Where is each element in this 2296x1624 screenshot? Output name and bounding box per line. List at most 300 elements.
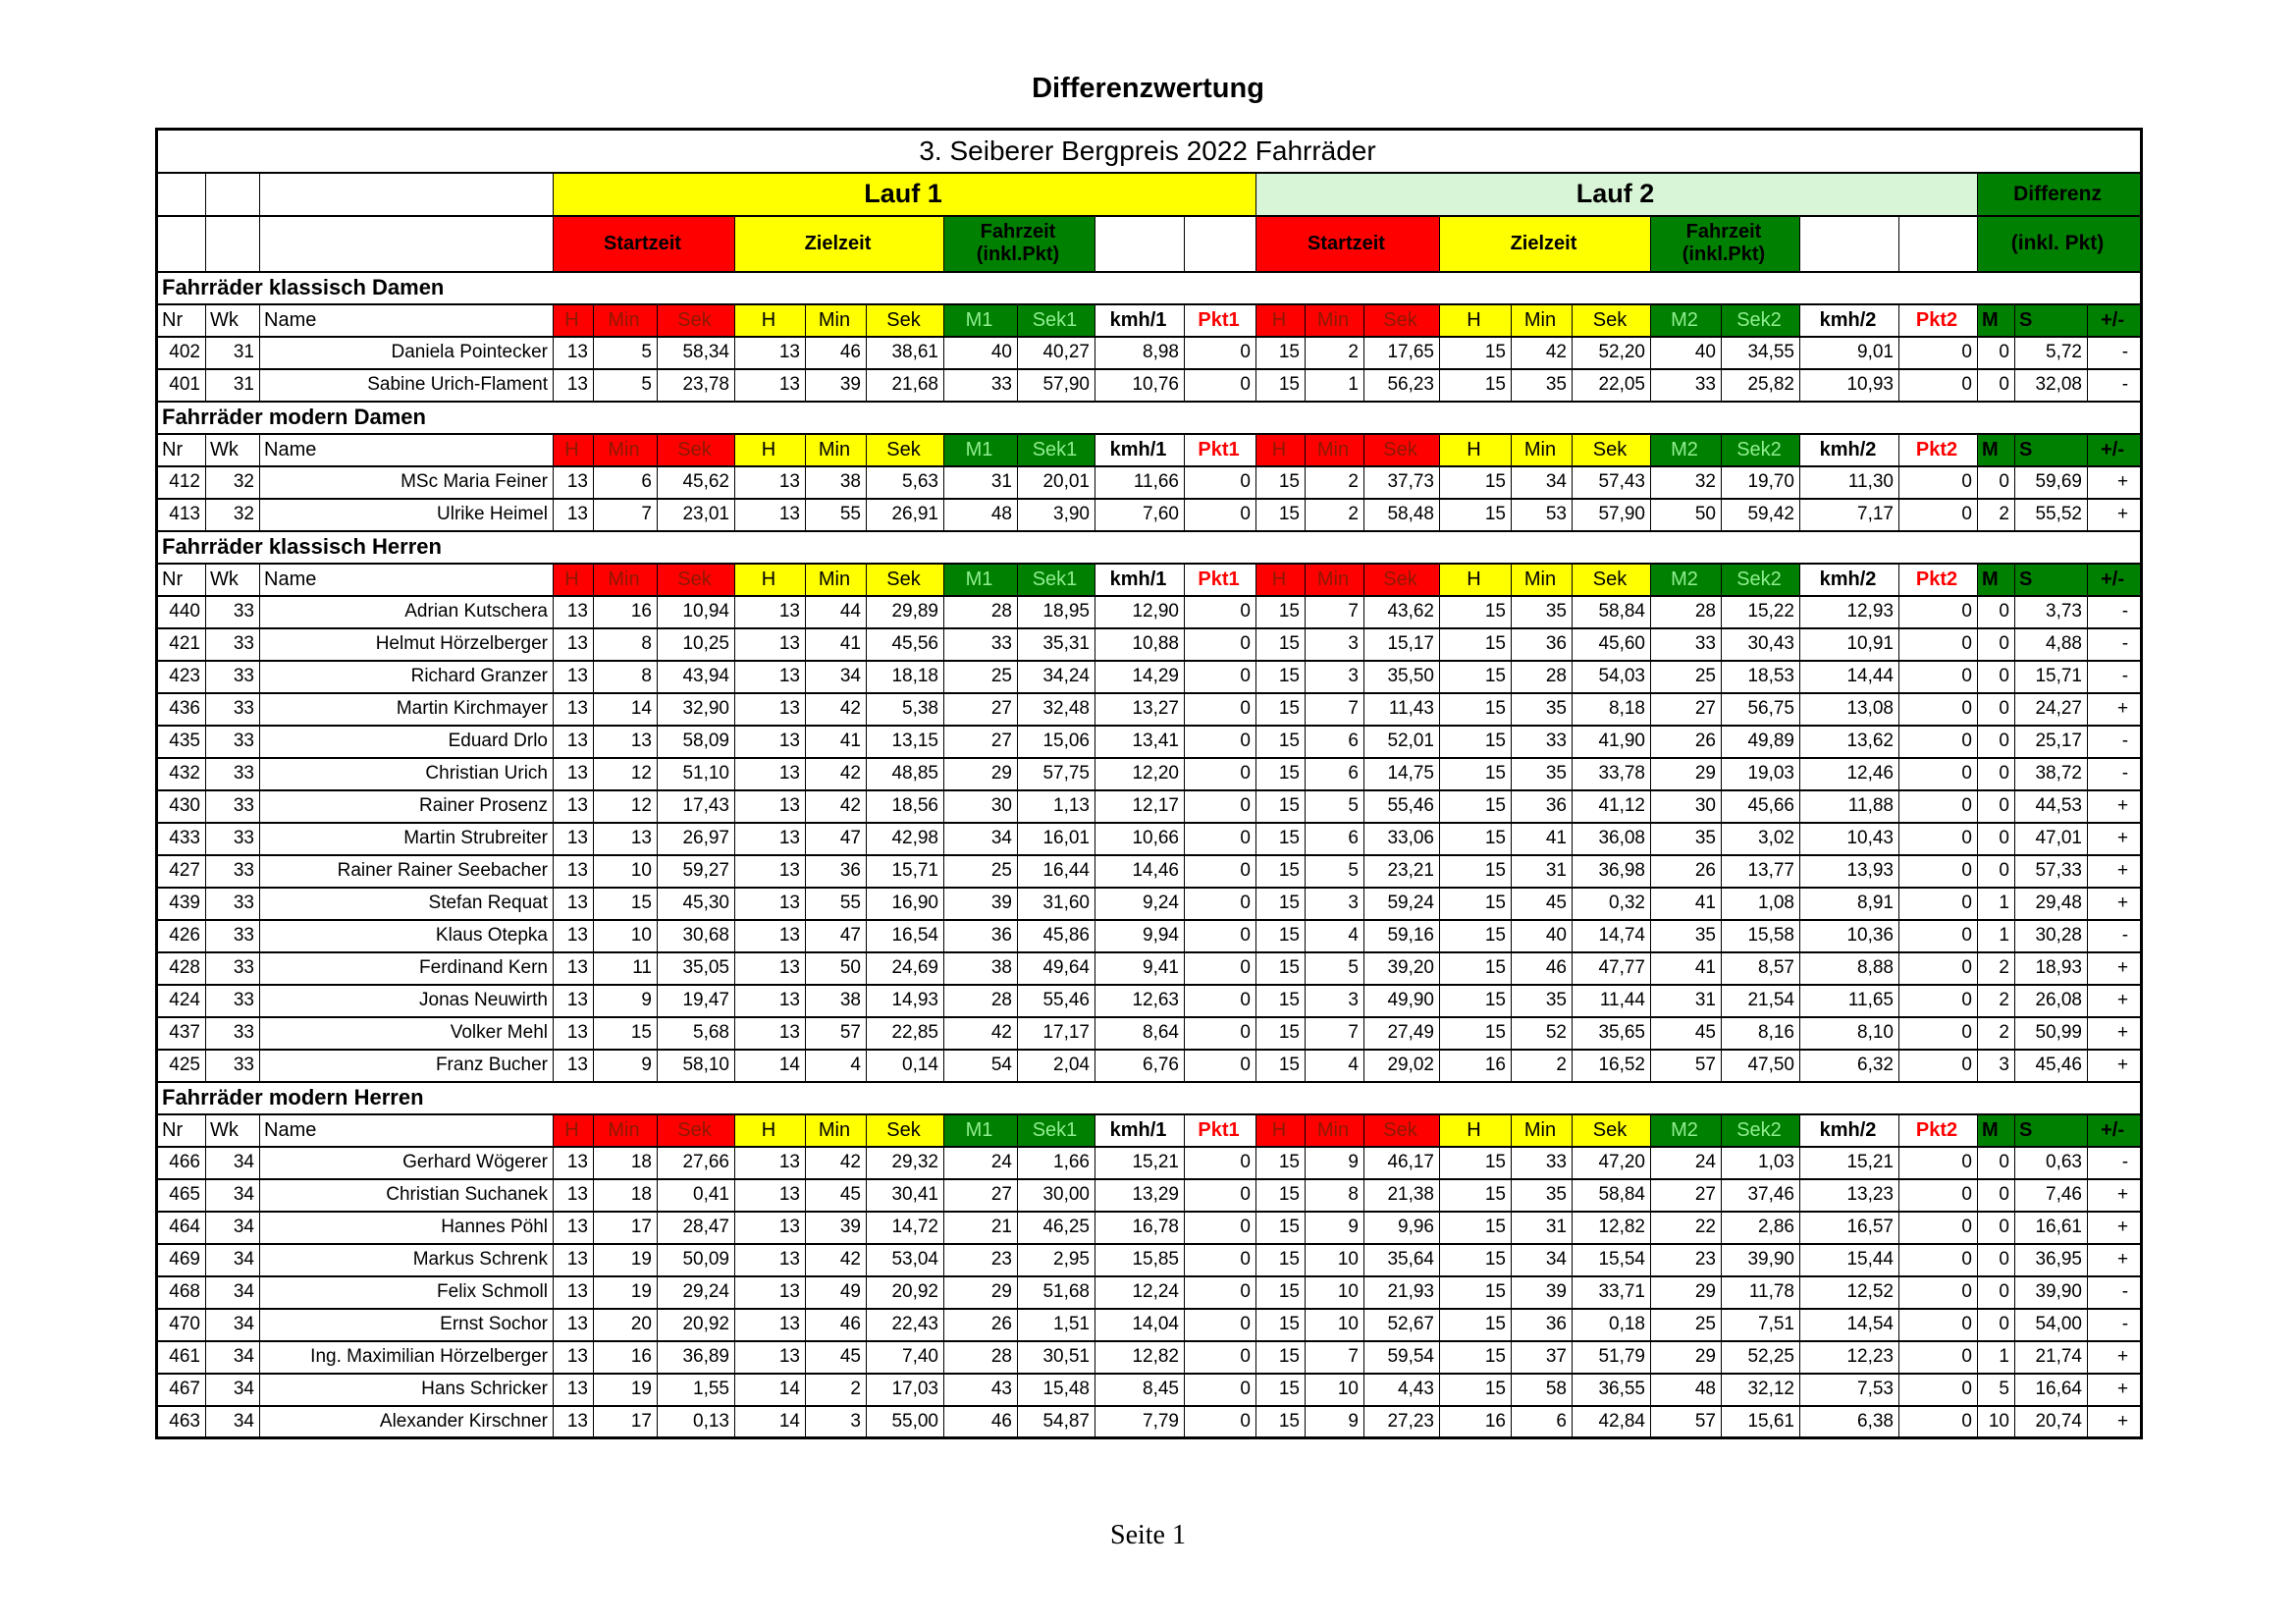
cell-diff-sign: + (2088, 1341, 2142, 1374)
col-header-l1-fahrzeit-sek: Sek1 (1018, 1114, 1095, 1147)
col-header-l1-pkt: Pkt1 (1185, 1114, 1256, 1147)
col-header-l2-pkt: Pkt2 (1899, 1114, 1978, 1147)
cell-l1-ziel-h: 14 (735, 1050, 806, 1082)
cell-wk: 33 (206, 758, 260, 790)
cell-l1-ziel-sek: 13,15 (867, 726, 944, 758)
cell-l2-ziel-sek: 42,84 (1573, 1406, 1651, 1438)
cell-l2-fahrzeit-sek: 45,66 (1722, 790, 1800, 823)
cell-l1-kmh: 12,82 (1095, 1341, 1185, 1374)
cell-l1-ziel-sek: 48,85 (867, 758, 944, 790)
cell-nr: 427 (157, 855, 206, 888)
cell-l1-ziel-h: 13 (735, 693, 806, 726)
cell-wk: 32 (206, 466, 260, 499)
cell-l1-pkt: 0 (1185, 1212, 1256, 1244)
cell-l2-ziel-h: 15 (1440, 499, 1512, 531)
cell-l1-ziel-h: 13 (735, 855, 806, 888)
cell-l2-start-sek: 17,65 (1364, 337, 1440, 369)
cell-diff-sign: + (2088, 823, 2142, 855)
cell-l2-ziel-h: 15 (1440, 920, 1512, 952)
cell-l1-fahrzeit-m: 33 (944, 369, 1018, 402)
cell-l2-fahrzeit-m: 45 (1651, 1017, 1722, 1050)
cell-l2-ziel-h: 15 (1440, 1212, 1512, 1244)
cell-l2-kmh: 13,62 (1800, 726, 1899, 758)
cell-l2-ziel-h: 15 (1440, 888, 1512, 920)
cell-l1-ziel-min: 42 (806, 693, 867, 726)
cell-wk: 33 (206, 1050, 260, 1082)
cell-diff-sign: + (2088, 1244, 2142, 1276)
cell-diff-s: 47,01 (2015, 823, 2088, 855)
cell-l1-start-min: 15 (594, 888, 658, 920)
cell-l2-fahrzeit-m: 29 (1651, 758, 1722, 790)
cell-l1-kmh: 12,20 (1095, 758, 1185, 790)
cell-l1-kmh: 8,64 (1095, 1017, 1185, 1050)
cell-l1-start-h: 13 (554, 466, 594, 499)
col-header-l2-ziel-sek: Sek (1573, 434, 1651, 466)
cell-l2-ziel-min: 46 (1512, 952, 1573, 985)
cell-l1-ziel-min: 47 (806, 823, 867, 855)
cell-l2-fahrzeit-m: 25 (1651, 661, 1722, 693)
cell-diff-m: 1 (1978, 888, 2015, 920)
cell-l2-start-min: 5 (1306, 952, 1364, 985)
cell-diff-s: 15,71 (2015, 661, 2088, 693)
col-header-l2-ziel-h: H (1440, 304, 1512, 337)
cell-l1-fahrzeit-sek: 3,90 (1018, 499, 1095, 531)
cell-wk: 34 (206, 1212, 260, 1244)
col-header-l2-fahrzeit-sek: Sek2 (1722, 304, 1800, 337)
l2-spacer-kmh (1800, 216, 1899, 272)
cell-l1-pkt: 0 (1185, 726, 1256, 758)
cell-l1-ziel-min: 55 (806, 499, 867, 531)
cell-l1-ziel-sek: 22,85 (867, 1017, 944, 1050)
cell-l2-start-h: 15 (1256, 1244, 1306, 1276)
cell-l2-kmh: 10,93 (1800, 369, 1899, 402)
cell-l2-fahrzeit-m: 26 (1651, 726, 1722, 758)
cell-diff-sign: - (2088, 596, 2142, 628)
cell-l2-fahrzeit-sek: 1,08 (1722, 888, 1800, 920)
cell-l1-ziel-min: 49 (806, 1276, 867, 1309)
col-header-l2-kmh: kmh/2 (1800, 1114, 1899, 1147)
col-header-l2-start-min: Min (1306, 434, 1364, 466)
cell-l1-start-sek: 30,68 (658, 920, 735, 952)
cell-l2-start-h: 15 (1256, 726, 1306, 758)
cell-nr: 435 (157, 726, 206, 758)
col-header-diff-m: M (1978, 564, 2015, 596)
cell-diff-m: 0 (1978, 369, 2015, 402)
cell-l1-start-sek: 51,10 (658, 758, 735, 790)
cell-l2-start-sek: 52,01 (1364, 726, 1440, 758)
cell-diff-m: 2 (1978, 985, 2015, 1017)
cell-l1-kmh: 9,94 (1095, 920, 1185, 952)
col-header-l1-ziel-h: H (735, 1114, 806, 1147)
cell-name: Felix Schmoll (260, 1276, 554, 1309)
cell-l1-ziel-min: 45 (806, 1341, 867, 1374)
cell-l2-fahrzeit-sek: 18,53 (1722, 661, 1800, 693)
cell-l2-pkt: 0 (1899, 985, 1978, 1017)
cell-l2-ziel-min: 58 (1512, 1374, 1573, 1406)
cell-l2-start-sek: 4,43 (1364, 1374, 1440, 1406)
col-header-l2-kmh: kmh/2 (1800, 434, 1899, 466)
cell-l1-ziel-h: 13 (735, 1017, 806, 1050)
cell-wk: 33 (206, 661, 260, 693)
page-title: Differenzwertung (1032, 73, 1264, 104)
cell-l1-ziel-sek: 15,71 (867, 855, 944, 888)
cell-diff-sign: + (2088, 1374, 2142, 1406)
cell-l2-fahrzeit-m: 26 (1651, 855, 1722, 888)
cell-l1-start-min: 8 (594, 661, 658, 693)
cell-diff-m: 0 (1978, 758, 2015, 790)
cell-l1-fahrzeit-sek: 16,44 (1018, 855, 1095, 888)
cell-l1-pkt: 0 (1185, 1017, 1256, 1050)
cell-nr: 439 (157, 888, 206, 920)
cell-l2-fahrzeit-sek: 25,82 (1722, 369, 1800, 402)
cell-wk: 33 (206, 888, 260, 920)
cell-l2-start-min: 2 (1306, 466, 1364, 499)
cell-l1-start-min: 12 (594, 790, 658, 823)
cell-l2-ziel-h: 15 (1440, 1179, 1512, 1212)
cell-l1-start-h: 13 (554, 758, 594, 790)
cell-l2-start-min: 9 (1306, 1406, 1364, 1438)
col-header-l2-pkt: Pkt2 (1899, 434, 1978, 466)
col-header-l2-kmh: kmh/2 (1800, 304, 1899, 337)
cell-l2-pkt: 0 (1899, 855, 1978, 888)
cell-diff-m: 1 (1978, 1341, 2015, 1374)
cell-l1-ziel-min: 36 (806, 855, 867, 888)
cell-l1-ziel-min: 4 (806, 1050, 867, 1082)
fahrzeit-line2: (inkl.Pkt) (1682, 244, 1766, 265)
cell-l1-start-min: 18 (594, 1147, 658, 1179)
cell-nr: 425 (157, 1050, 206, 1082)
cell-l2-pkt: 0 (1899, 369, 1978, 402)
cell-l1-ziel-min: 44 (806, 596, 867, 628)
cell-l1-start-h: 13 (554, 693, 594, 726)
cell-l1-ziel-sek: 18,56 (867, 790, 944, 823)
cell-l2-ziel-sek: 33,78 (1573, 758, 1651, 790)
cell-l2-ziel-h: 15 (1440, 758, 1512, 790)
cell-diff-s: 25,17 (2015, 726, 2088, 758)
cell-l2-kmh: 8,10 (1800, 1017, 1899, 1050)
col-header-l1-fahrzeit-sek: Sek1 (1018, 304, 1095, 337)
cell-nr: 440 (157, 596, 206, 628)
cell-l2-fahrzeit-sek: 47,50 (1722, 1050, 1800, 1082)
cell-l2-ziel-sek: 33,71 (1573, 1276, 1651, 1309)
cell-l1-start-min: 10 (594, 855, 658, 888)
cell-diff-s: 55,52 (2015, 499, 2088, 531)
cell-diff-m: 0 (1978, 1212, 2015, 1244)
cell-l1-ziel-h: 14 (735, 1406, 806, 1438)
col-header-l1-kmh: kmh/1 (1095, 1114, 1185, 1147)
col-header-l1-start-sek: Sek (658, 304, 735, 337)
cell-l2-start-sek: 58,48 (1364, 499, 1440, 531)
col-header-nr: Nr (157, 304, 206, 337)
cell-l2-ziel-h: 15 (1440, 1276, 1512, 1309)
cell-l1-ziel-min: 50 (806, 952, 867, 985)
cell-l1-fahrzeit-sek: 20,01 (1018, 466, 1095, 499)
col-header-l1-kmh: kmh/1 (1095, 434, 1185, 466)
cell-wk: 31 (206, 337, 260, 369)
col-header-l1-start-h: H (554, 1114, 594, 1147)
cell-l1-kmh: 11,66 (1095, 466, 1185, 499)
cell-l2-kmh: 13,23 (1800, 1179, 1899, 1212)
cell-l1-ziel-min: 46 (806, 1309, 867, 1341)
cell-l1-pkt: 0 (1185, 499, 1256, 531)
cell-l1-ziel-sek: 55,00 (867, 1406, 944, 1438)
cell-l2-start-sek: 59,54 (1364, 1341, 1440, 1374)
cell-l2-ziel-min: 31 (1512, 855, 1573, 888)
cell-l2-pkt: 0 (1899, 1244, 1978, 1276)
cell-l1-start-sek: 0,41 (658, 1179, 735, 1212)
cell-l2-kmh: 8,91 (1800, 888, 1899, 920)
cell-l2-pkt: 0 (1899, 1212, 1978, 1244)
cell-l2-fahrzeit-m: 23 (1651, 1244, 1722, 1276)
cell-l2-start-sek: 21,93 (1364, 1276, 1440, 1309)
cell-nr: 466 (157, 1147, 206, 1179)
spacer-nr (157, 216, 206, 272)
cell-l1-kmh: 8,98 (1095, 337, 1185, 369)
cell-l2-fahrzeit-m: 30 (1651, 790, 1722, 823)
cell-l1-pkt: 0 (1185, 1309, 1256, 1341)
col-header-l2-start-min: Min (1306, 564, 1364, 596)
cell-wk: 33 (206, 920, 260, 952)
cell-l2-ziel-min: 36 (1512, 628, 1573, 661)
col-header-l1-fahrzeit-sek: Sek1 (1018, 434, 1095, 466)
col-header-l2-start-h: H (1256, 434, 1306, 466)
cell-l2-ziel-h: 15 (1440, 1147, 1512, 1179)
spacer-wk (206, 173, 260, 216)
col-header-name: Name (260, 434, 554, 466)
section-title: Fahrräder modern Herren (157, 1082, 2142, 1114)
cell-l2-kmh: 13,08 (1800, 693, 1899, 726)
cell-l2-ziel-h: 15 (1440, 726, 1512, 758)
cell-l2-ziel-sek: 22,05 (1573, 369, 1651, 402)
l2-startzeit-header: Startzeit (1256, 216, 1440, 272)
cell-l1-ziel-min: 45 (806, 1179, 867, 1212)
cell-l2-start-h: 15 (1256, 888, 1306, 920)
cell-l1-pkt: 0 (1185, 1050, 1256, 1082)
cell-l2-fahrzeit-sek: 32,12 (1722, 1374, 1800, 1406)
cell-l2-fahrzeit-sek: 37,46 (1722, 1179, 1800, 1212)
page-number: Seite 1 (1110, 1520, 1186, 1550)
cell-l2-kmh: 6,38 (1800, 1406, 1899, 1438)
cell-l2-fahrzeit-sek: 34,55 (1722, 337, 1800, 369)
cell-l1-fahrzeit-sek: 31,60 (1018, 888, 1095, 920)
l1-fahrzeit-header (944, 216, 1095, 272)
cell-l2-fahrzeit-m: 57 (1651, 1050, 1722, 1082)
cell-l2-pkt: 0 (1899, 1406, 1978, 1438)
cell-l1-start-sek: 19,47 (658, 985, 735, 1017)
cell-l1-start-sek: 59,27 (658, 855, 735, 888)
cell-wk: 32 (206, 499, 260, 531)
cell-diff-m: 0 (1978, 1276, 2015, 1309)
cell-l2-start-h: 15 (1256, 1017, 1306, 1050)
cell-l2-start-h: 15 (1256, 628, 1306, 661)
cell-diff-sign: - (2088, 758, 2142, 790)
cell-l2-pkt: 0 (1899, 628, 1978, 661)
cell-l1-start-min: 7 (594, 499, 658, 531)
cell-l1-kmh: 12,24 (1095, 1276, 1185, 1309)
col-header-l2-ziel-h: H (1440, 1114, 1512, 1147)
col-header-name: Name (260, 564, 554, 596)
cell-l2-fahrzeit-sek: 8,16 (1722, 1017, 1800, 1050)
cell-l1-kmh: 8,45 (1095, 1374, 1185, 1406)
cell-l2-fahrzeit-sek: 13,77 (1722, 855, 1800, 888)
cell-l1-start-min: 16 (594, 596, 658, 628)
l2-spacer-pkt (1899, 216, 1978, 272)
cell-l2-ziel-min: 45 (1512, 888, 1573, 920)
cell-l2-fahrzeit-m: 40 (1651, 337, 1722, 369)
cell-l2-ziel-sek: 36,08 (1573, 823, 1651, 855)
cell-l1-ziel-min: 47 (806, 920, 867, 952)
cell-l2-kmh: 8,88 (1800, 952, 1899, 985)
cell-l1-fahrzeit-m: 33 (944, 628, 1018, 661)
cell-l2-fahrzeit-sek: 49,89 (1722, 726, 1800, 758)
cell-l1-start-h: 13 (554, 1374, 594, 1406)
cell-l1-fahrzeit-sek: 15,06 (1018, 726, 1095, 758)
cell-l2-ziel-min: 35 (1512, 985, 1573, 1017)
cell-l2-ziel-min: 52 (1512, 1017, 1573, 1050)
cell-nr: 469 (157, 1244, 206, 1276)
cell-l2-ziel-min: 35 (1512, 693, 1573, 726)
col-header-l2-ziel-min: Min (1512, 1114, 1573, 1147)
cell-l2-start-sek: 33,06 (1364, 823, 1440, 855)
cell-l2-ziel-h: 15 (1440, 855, 1512, 888)
cell-l1-start-h: 13 (554, 1147, 594, 1179)
cell-l1-start-min: 19 (594, 1244, 658, 1276)
l1-zielzeit-header: Zielzeit (735, 216, 944, 272)
cell-l2-ziel-min: 35 (1512, 758, 1573, 790)
cell-diff-s: 45,46 (2015, 1050, 2088, 1082)
cell-l2-kmh: 13,93 (1800, 855, 1899, 888)
cell-l1-pkt: 0 (1185, 952, 1256, 985)
cell-diff-sign: + (2088, 1406, 2142, 1438)
cell-l1-start-sek: 1,55 (658, 1374, 735, 1406)
cell-nr: 426 (157, 920, 206, 952)
cell-l1-pkt: 0 (1185, 337, 1256, 369)
col-header-nr: Nr (157, 1114, 206, 1147)
cell-l1-fahrzeit-sek: 34,24 (1018, 661, 1095, 693)
cell-l1-ziel-min: 34 (806, 661, 867, 693)
cell-l1-kmh: 16,78 (1095, 1212, 1185, 1244)
cell-l1-start-min: 14 (594, 693, 658, 726)
cell-l2-fahrzeit-sek: 56,75 (1722, 693, 1800, 726)
cell-l1-fahrzeit-m: 27 (944, 1179, 1018, 1212)
col-header-l2-start-h: H (1256, 1114, 1306, 1147)
cell-l2-start-sek: 35,50 (1364, 661, 1440, 693)
col-header-l2-start-h: H (1256, 304, 1306, 337)
cell-diff-m: 5 (1978, 1374, 2015, 1406)
cell-wk: 34 (206, 1276, 260, 1309)
cell-l2-fahrzeit-m: 57 (1651, 1406, 1722, 1438)
cell-l2-start-min: 6 (1306, 758, 1364, 790)
cell-l2-pkt: 0 (1899, 726, 1978, 758)
col-header-l1-ziel-h: H (735, 564, 806, 596)
cell-l2-ziel-sek: 58,84 (1573, 1179, 1651, 1212)
cell-l1-ziel-sek: 42,98 (867, 823, 944, 855)
cell-name: Ulrike Heimel (260, 499, 554, 531)
cell-l1-fahrzeit-m: 25 (944, 661, 1018, 693)
cell-l2-fahrzeit-m: 33 (1651, 628, 1722, 661)
cell-l2-pkt: 0 (1899, 337, 1978, 369)
cell-l1-start-sek: 43,94 (658, 661, 735, 693)
cell-l2-pkt: 0 (1899, 823, 1978, 855)
cell-nr: 402 (157, 337, 206, 369)
cell-diff-sign: + (2088, 952, 2142, 985)
cell-l1-pkt: 0 (1185, 758, 1256, 790)
cell-name: Stefan Requat (260, 888, 554, 920)
cell-l1-fahrzeit-sek: 35,31 (1018, 628, 1095, 661)
cell-l1-ziel-h: 13 (735, 337, 806, 369)
cell-nr: 470 (157, 1309, 206, 1341)
cell-l1-start-h: 13 (554, 1406, 594, 1438)
col-header-l1-start-sek: Sek (658, 434, 735, 466)
cell-l1-ziel-min: 55 (806, 888, 867, 920)
cell-l2-ziel-sek: 41,12 (1573, 790, 1651, 823)
cell-name: Rainer Prosenz (260, 790, 554, 823)
cell-l1-pkt: 0 (1185, 855, 1256, 888)
cell-l2-fahrzeit-sek: 15,22 (1722, 596, 1800, 628)
cell-diff-m: 0 (1978, 596, 2015, 628)
cell-l2-fahrzeit-m: 41 (1651, 888, 1722, 920)
cell-l2-start-h: 15 (1256, 337, 1306, 369)
cell-l1-ziel-min: 41 (806, 628, 867, 661)
col-header-diff-s: S (2015, 304, 2088, 337)
cell-l1-fahrzeit-sek: 30,00 (1018, 1179, 1095, 1212)
col-header-wk: Wk (206, 434, 260, 466)
cell-l2-start-sek: 56,23 (1364, 369, 1440, 402)
cell-l2-start-min: 3 (1306, 985, 1364, 1017)
cell-l1-start-sek: 0,13 (658, 1406, 735, 1438)
cell-l1-ziel-h: 13 (735, 920, 806, 952)
col-header-l2-fahrzeit-sek: Sek2 (1722, 564, 1800, 596)
cell-name: Sabine Urich-Flament (260, 369, 554, 402)
cell-l2-ziel-min: 33 (1512, 726, 1573, 758)
col-header-l1-start-min: Min (594, 1114, 658, 1147)
cell-l2-ziel-sek: 14,74 (1573, 920, 1651, 952)
cell-wk: 34 (206, 1179, 260, 1212)
cell-l1-start-min: 5 (594, 369, 658, 402)
cell-l1-ziel-min: 41 (806, 726, 867, 758)
cell-diff-s: 36,95 (2015, 1244, 2088, 1276)
cell-l1-kmh: 7,79 (1095, 1406, 1185, 1438)
col-header-wk: Wk (206, 1114, 260, 1147)
col-header-l2-ziel-min: Min (1512, 304, 1573, 337)
cell-l2-kmh: 15,44 (1800, 1244, 1899, 1276)
cell-l2-kmh: 11,30 (1800, 466, 1899, 499)
cell-l1-start-h: 13 (554, 888, 594, 920)
cell-nr: 436 (157, 693, 206, 726)
cell-l2-kmh: 15,21 (1800, 1147, 1899, 1179)
cell-l1-ziel-min: 38 (806, 466, 867, 499)
cell-nr: 464 (157, 1212, 206, 1244)
cell-l1-start-min: 12 (594, 758, 658, 790)
cell-l2-fahrzeit-sek: 30,43 (1722, 628, 1800, 661)
col-header-wk: Wk (206, 564, 260, 596)
col-header-l1-fahrzeit-m: M1 (944, 564, 1018, 596)
cell-wk: 34 (206, 1341, 260, 1374)
cell-diff-s: 0,63 (2015, 1147, 2088, 1179)
cell-l2-kmh: 11,65 (1800, 985, 1899, 1017)
cell-l2-start-h: 15 (1256, 661, 1306, 693)
cell-l2-ziel-h: 15 (1440, 628, 1512, 661)
col-header-l1-fahrzeit-m: M1 (944, 434, 1018, 466)
cell-l1-ziel-h: 13 (735, 1212, 806, 1244)
cell-l1-kmh: 9,24 (1095, 888, 1185, 920)
cell-l2-ziel-sek: 36,98 (1573, 855, 1651, 888)
l1-startzeit-header: Startzeit (554, 216, 735, 272)
cell-l1-start-h: 13 (554, 1244, 594, 1276)
cell-l2-kmh: 16,57 (1800, 1212, 1899, 1244)
cell-l1-start-h: 13 (554, 499, 594, 531)
spacer-wk (206, 216, 260, 272)
